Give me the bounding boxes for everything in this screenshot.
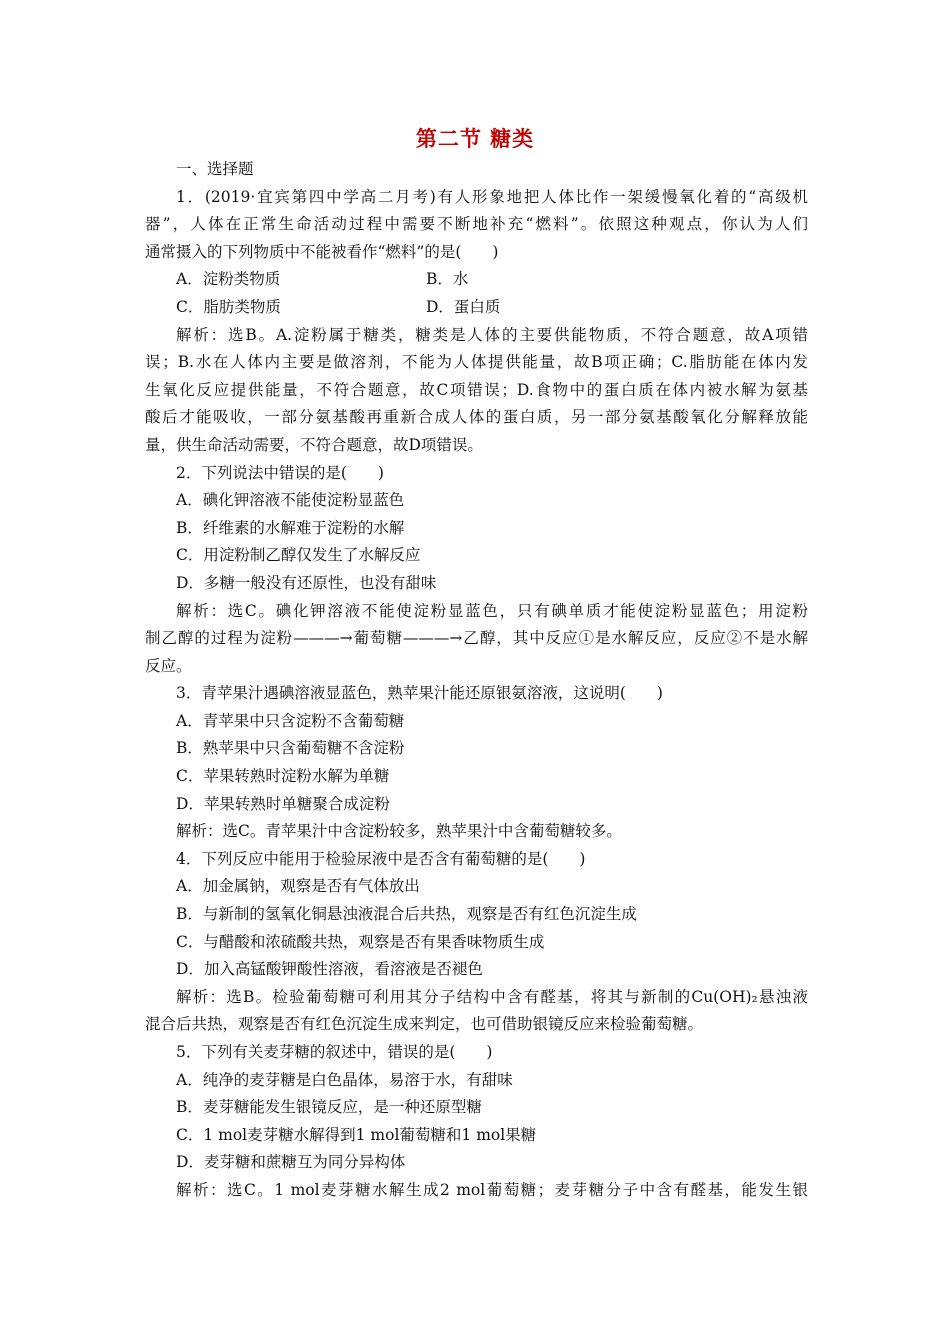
section-heading: 一、选择题	[176, 160, 254, 178]
option-b: B．纤维素的水解难于淀粉的水解	[176, 518, 405, 537]
question-stem: 2．下列说法中错误的是( )	[176, 463, 384, 482]
question-stem: 4．下列反应中能用于检验尿液中是否含有葡萄糖的是( )	[176, 849, 586, 868]
question-stem-line: 1．(2019·宜宾第四中学高二月考)有人形象地把人体比作一架缓慢氧化着的“高级机	[176, 187, 808, 206]
option-a: A．加金属钠，观察是否有气体放出	[176, 877, 420, 896]
question-stem-line: 通常摄入的下列物质中不能被看作“燃料”的是( )	[145, 242, 499, 261]
question-2	[145, 460, 808, 681]
analysis-line: 制乙醇的过程为淀粉———→葡萄糖———→乙醇，其中反应①是水解反应，反应②不是水解	[145, 629, 808, 648]
analysis-line: 解析：选C。碘化钾溶液不能使淀粉显蓝色，只有碘单质才能使淀粉显蓝色；用淀粉	[176, 601, 808, 620]
option-d: D．苹果转熟时单糖聚合成淀粉	[176, 794, 390, 813]
option-row	[145, 294, 808, 322]
analysis-line: 混合后共热，观察是否有红色沉淀生成来判定，也可借助银镜反应来检验葡萄糖。	[145, 1015, 704, 1034]
analysis-line: 量，供生命活动需要，不符合题意，故D项错误。	[145, 435, 483, 454]
option-c: C．脂肪类物质	[176, 297, 281, 316]
option-a: A．碘化钾溶液不能使淀粉显蓝色	[176, 491, 405, 510]
page-title: 第二节 糖类	[415, 127, 535, 151]
analysis-line: 酸后才能吸收，一部分氨基酸再重新合成人体的蛋白质，另一部分氨基酸氧化分解释放能	[145, 408, 808, 427]
option-d: D．多糖一般没有还原性，也没有甜味	[176, 573, 437, 592]
option-d: D．蛋白质	[426, 297, 501, 316]
analysis-line: 反应。	[145, 656, 192, 675]
option-a: A．淀粉类物质	[176, 270, 281, 289]
question-5	[145, 1039, 808, 1205]
analysis-line: 误；B.水在人体内主要是做溶剂，不能为人体提供能量，故B项正确；C.脂肪能在体内发	[145, 353, 808, 372]
question-4	[145, 846, 808, 1039]
analysis-line: 解析：选C。青苹果汁中含淀粉较多，熟苹果汁中含葡萄糖较多。	[176, 822, 622, 841]
analysis-line: 生氧化反应提供能量，不符合题意，故C项错误；D.食物中的蛋白质在体内被水解为氨基	[145, 380, 808, 399]
option-d: D．加入高锰酸钾酸性溶液，看溶液是否褪色	[176, 960, 483, 979]
option-c: C．用淀粉制乙醇仅发生了水解反应	[176, 546, 421, 565]
option-b: B．麦芽糖能发生银镜反应，是一种还原型糖	[176, 1098, 482, 1117]
analysis-line: 解析：选B。检验葡萄糖可利用其分子结构中含有醛基，将其与新制的Cu(OH)₂悬浊液	[176, 987, 808, 1006]
option-c: C．1 mol麦芽糖水解得到1 mol葡萄糖和1 mol果糖	[176, 1125, 537, 1144]
option-b: B．熟苹果中只含葡萄糖不含淀粉	[176, 739, 405, 758]
document-body	[145, 156, 808, 1205]
option-b: B．水	[426, 270, 469, 289]
option-a: A．青苹果中只含淀粉不含葡萄糖	[176, 711, 405, 730]
analysis-line: 解析：选B。A.淀粉属于糖类，糖类是人体的主要供能物质，不符合题意，故A项错	[176, 325, 808, 344]
option-b: B．与新制的氢氧化铜悬浊液混合后共热，观察是否有红色沉淀生成	[176, 905, 637, 924]
question-stem: 5．下列有关麦芽糖的叙述中，错误的是( )	[176, 1043, 493, 1061]
option-row	[145, 266, 808, 294]
question-stem: 3．青苹果汁遇碘溶液显蓝色，熟苹果汁能还原银氨溶液，这说明( )	[176, 684, 663, 703]
option-c: C．与醋酸和浓硫酸共热，观察是否有果香味物质生成	[176, 932, 545, 951]
analysis-line: 解析：选C。1 mol麦芽糖水解生成2 mol葡萄糖；麦芽糖分子中含有醛基，能发生银	[176, 1180, 808, 1199]
option-d: D．麦芽糖和蔗糖互为同分异构体	[176, 1153, 406, 1172]
question-3	[145, 680, 808, 846]
option-c: C．苹果转熟时淀粉水解为单糖	[176, 767, 390, 786]
option-a: A．纯净的麦芽糖是白色晶体，易溶于水，有甜味	[176, 1070, 513, 1089]
question-1	[145, 184, 808, 460]
question-stem-line: 器”，人体在正常生命活动过程中需要不断地补充“燃料”。依照这种观点，你认为人们	[145, 215, 808, 234]
